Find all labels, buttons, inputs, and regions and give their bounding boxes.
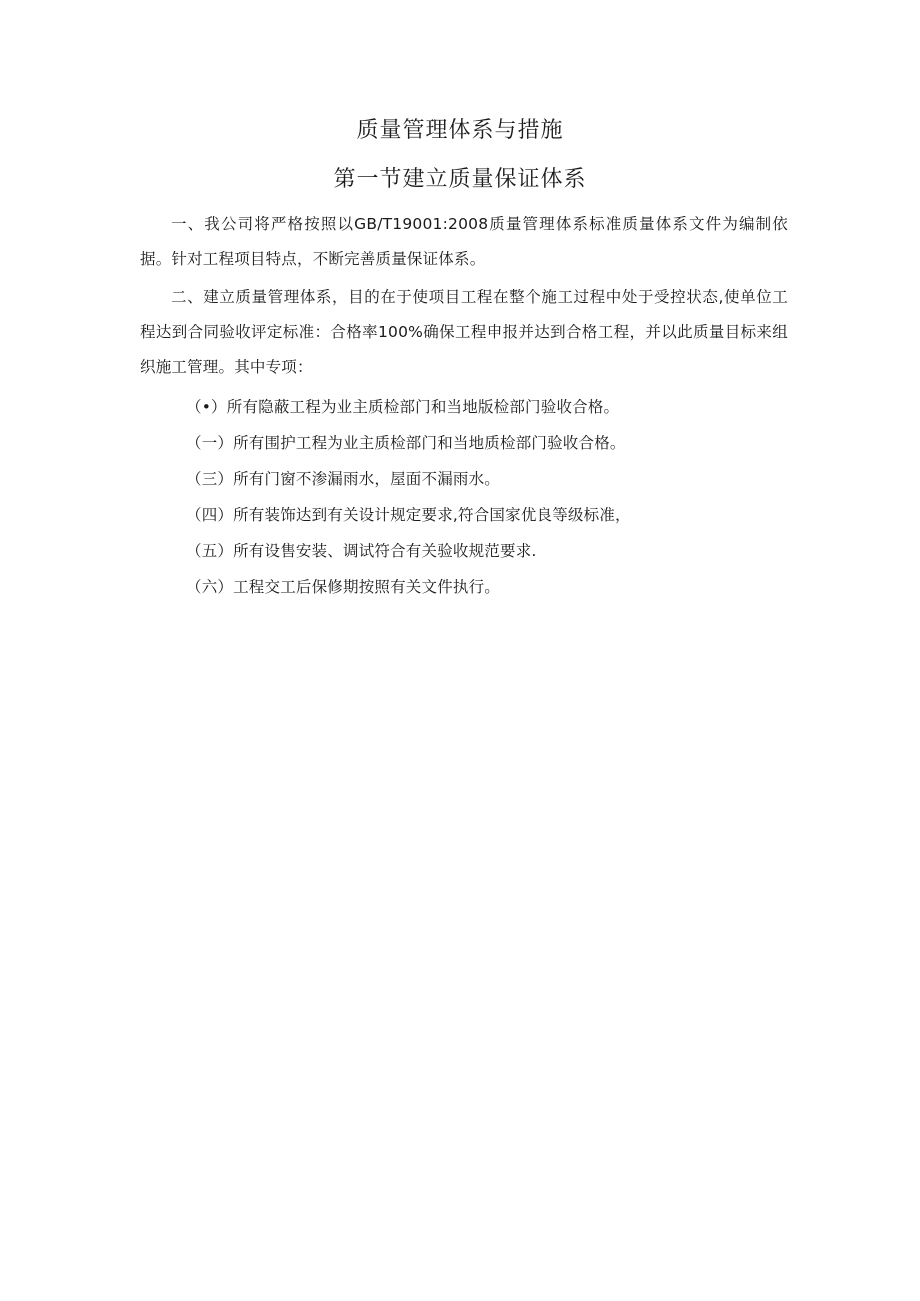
paragraph-1-block	[140, 207, 788, 277]
list-item: （一）所有围护工程为业主质检部门和当地质检部门验收合格。	[186, 434, 626, 452]
paragraph-1: 一、我公司将严格按照以GB/T19001:2008质量管理体系标准质量体系文件为编制依据。针对工程项目特点，不断完善质量保证体系。	[140, 215, 788, 268]
list-item: （三）所有门窗不渗漏雨水，屋面不漏雨水。	[186, 470, 501, 488]
document-title: 质量管理体系与措施	[356, 118, 564, 143]
paragraph-2-block	[140, 280, 788, 385]
paragraph-2: 二、建立质量管理体系，目的在于使项目工程在整个施工过程中处于受控状态,使单位工程达到合同验收评定标准：合格率100%确保工程申报并达到合格工程，并以此质量目标来组织施工管理。其中专项：	[140, 288, 788, 376]
list-item: （•）所有隐蔽工程为业主质检部门和当地版检部门验收合格。	[186, 398, 620, 416]
special-items-list	[186, 389, 786, 605]
section-title: 第一节建立质量保证体系	[333, 167, 587, 192]
list-item: （六）工程交工后保修期按照有关文件执行。	[186, 578, 501, 596]
list-item: （五）所有设售安装、调试符合有关验收规范要求.	[186, 542, 537, 560]
list-item: （四）所有装饰达到有关设计规定要求,符合国家优良等级标准，	[186, 506, 631, 524]
